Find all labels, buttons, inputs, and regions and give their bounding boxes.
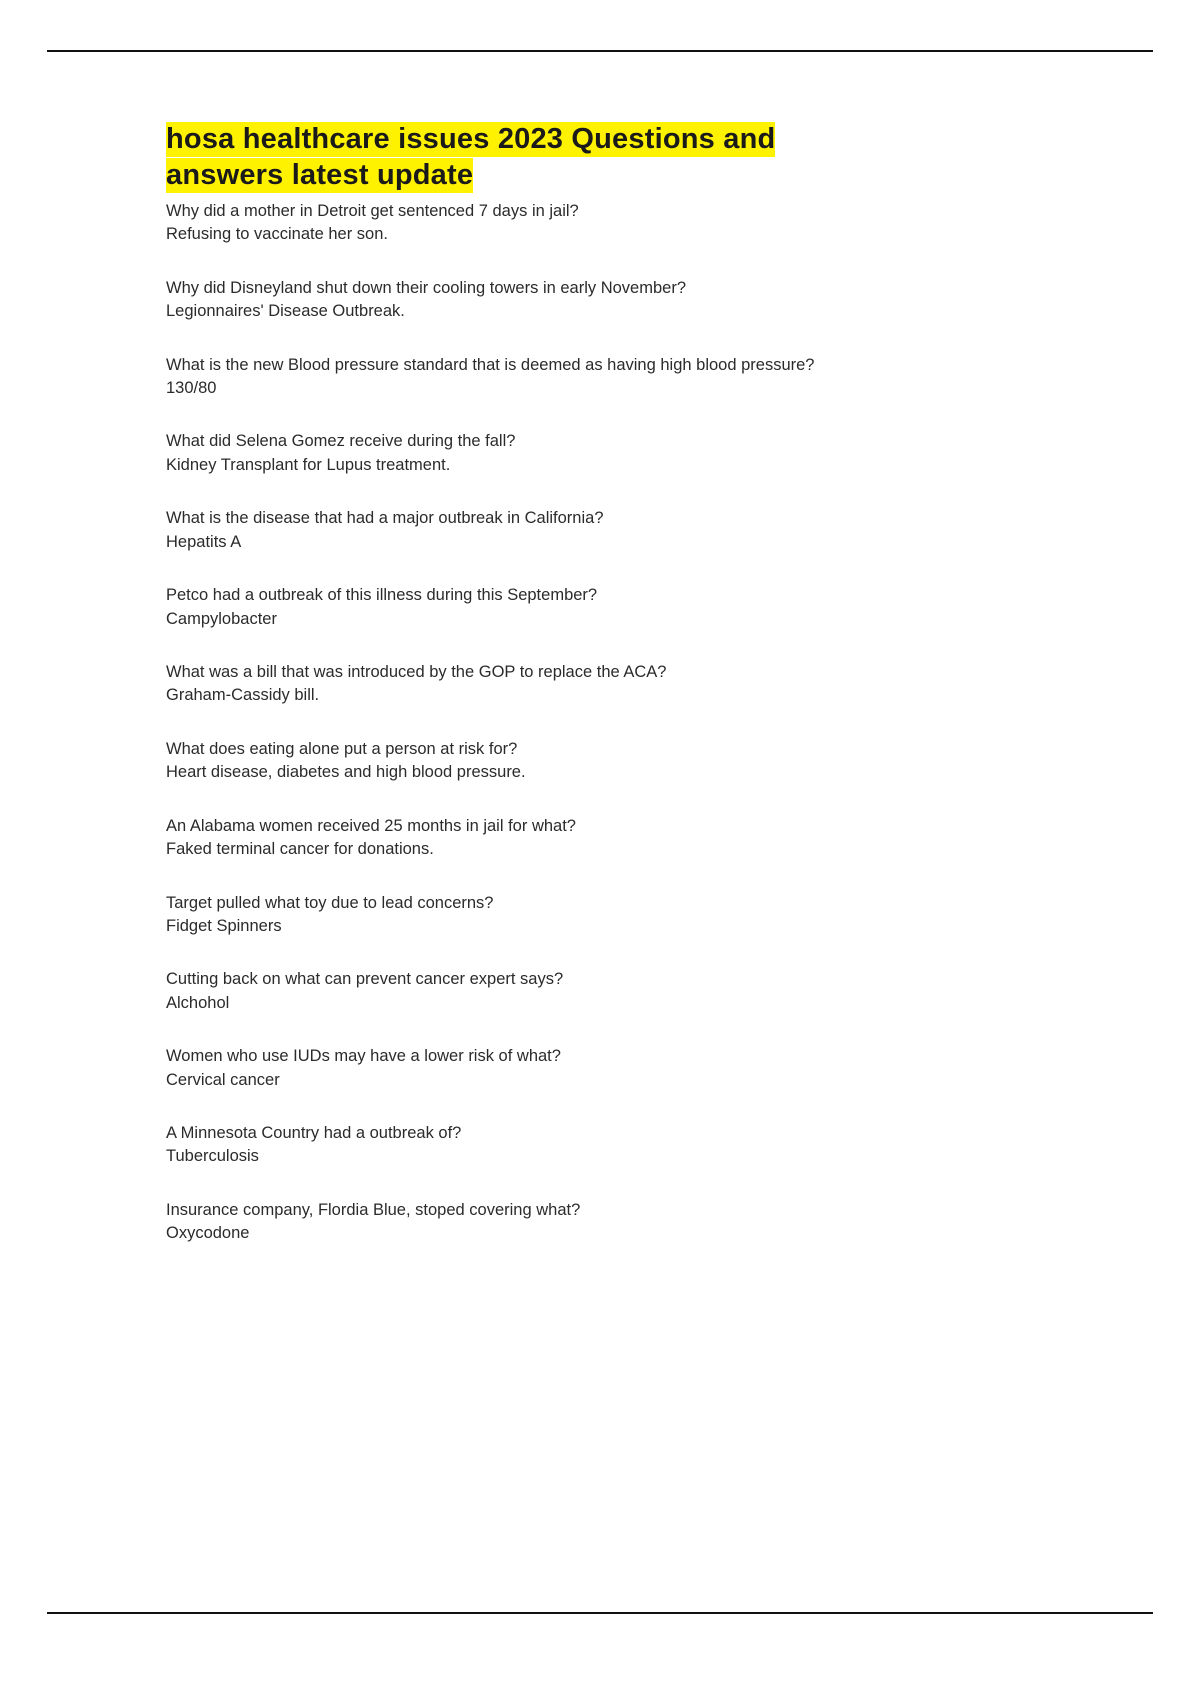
answer-text: 130/80 [166,379,217,398]
question-text: What is the new Blood pressure standard that is deemed as having high blood pressure? [166,355,815,374]
answer-text: Legionnaires' Disease Outbreak. [166,302,405,321]
question-text: Why did a mother in Detroit get sentenced 7 days in jail? [166,201,579,220]
qa-item [166,1199,1046,1246]
question-text: Why did Disneyland shut down their cooling towers in early November? [166,278,686,297]
page-bottom-divider [47,1612,1153,1614]
page-title [166,122,1046,194]
qa-item [166,661,1046,708]
answer-text: Fidget Spinners [166,916,282,935]
answer-text: Faked terminal cancer for donations. [166,840,434,859]
answer-text: Heart disease, diabetes and high blood pressure. [166,763,526,782]
qa-item [166,507,1046,554]
answer-text: Graham-Cassidy bill. [166,686,320,705]
page-title-line-2: answers latest update [166,158,474,191]
question-text: Petco had a outbreak of this illness during this September? [166,586,598,605]
qa-item [166,584,1046,631]
answer-text: Refusing to vaccinate her son. [166,225,388,244]
answer-text: Alchohol [166,993,230,1012]
question-text: A Minnesota Country had a outbreak of? [166,1124,462,1143]
qa-item [166,1045,1046,1092]
page-top-divider [47,50,1153,52]
question-text: An Alabama women received 25 months in jail for what? [166,816,576,835]
question-text: Women who use IUDs may have a lower risk of what? [166,1047,561,1066]
question-text: Cutting back on what can prevent cancer expert says? [166,970,564,989]
qa-item [166,1122,1046,1169]
page-title-line-1: hosa healthcare issues 2023 Questions and [166,123,776,155]
question-text: Insurance company, Flordia Blue, stoped covering what? [166,1200,581,1219]
qa-item [166,354,1046,401]
answer-text: Kidney Transplant for Lupus treatment. [166,455,451,474]
qa-item [166,430,1046,477]
question-text: Target pulled what toy due to lead concerns? [166,893,494,912]
qa-item [166,277,1046,324]
qa-item [166,892,1046,939]
question-text: What did Selena Gomez receive during the fall? [166,432,516,451]
answer-text: Tuberculosis [166,1147,259,1166]
answer-text: Campylobacter [166,609,277,628]
answer-text: Cervical cancer [166,1070,280,1089]
qa-item [166,968,1046,1015]
question-text: What is the disease that had a major outbreak in California? [166,509,604,528]
answer-text: Hepatits A [166,532,242,551]
qa-item [166,200,1046,247]
qa-item [166,815,1046,862]
question-text: What was a bill that was introduced by the GOP to replace the ACA? [166,662,667,681]
question-text: What does eating alone put a person at risk for? [166,739,518,758]
document-body [166,122,1046,1276]
qa-item [166,738,1046,785]
answer-text: Oxycodone [166,1224,250,1243]
